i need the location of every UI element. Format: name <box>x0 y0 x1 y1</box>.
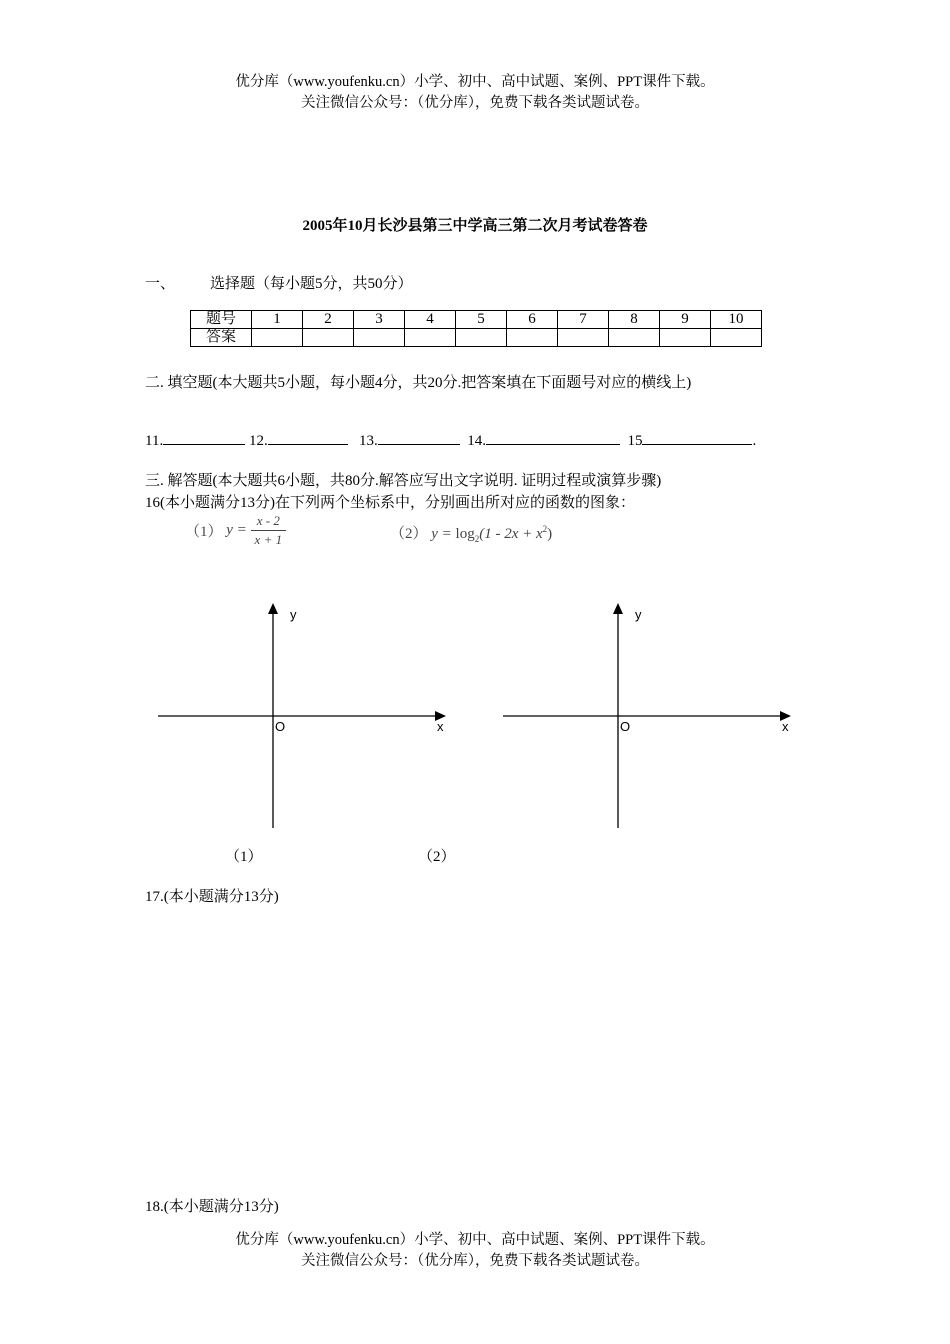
table-cell: 9 <box>660 311 711 329</box>
y-label-2: y <box>635 607 642 622</box>
formula-1-denominator: x + 1 <box>254 532 283 547</box>
formula-2-log: log <box>455 526 475 542</box>
table-row-numbers <box>191 311 762 329</box>
blank-label-11: 11. <box>145 433 164 449</box>
origin-label-2: O <box>620 719 631 734</box>
section3-heading: 三. 解答题(本大题共6小题，共80分.解答应写出文字说明. 证明过程或演算步骤) <box>145 473 662 489</box>
formula-1-label: （1） <box>185 524 223 540</box>
blank-11[interactable] <box>163 430 245 445</box>
formula-1-numerator: x - 2 <box>251 512 287 531</box>
table-cell-label: 题号 <box>191 311 252 329</box>
header-line-2: 关注微信公众号：（优分库），免费下载各类试题试卷。 <box>301 95 649 111</box>
table-cell: 1 <box>252 311 303 329</box>
graph-caption-2: （2） <box>418 849 456 865</box>
blank-12[interactable] <box>268 430 348 445</box>
formula-1-lhs: y = <box>226 522 247 538</box>
formula-2-close: ) <box>547 526 553 542</box>
table-cell: 6 <box>507 311 558 329</box>
footer-line-2: 关注微信公众号：（优分库），免费下载各类试题试卷。 <box>301 1253 649 1269</box>
blank-13[interactable] <box>378 430 460 445</box>
y-label-1: y <box>290 607 297 622</box>
answer-cell-2[interactable] <box>303 329 354 347</box>
table-cell: 4 <box>405 311 456 329</box>
blank-label-13: 13. <box>358 433 378 449</box>
answer-cell-4[interactable] <box>405 329 456 347</box>
formula-2-lhs: y = <box>431 526 452 542</box>
formula-2-label: （2） <box>390 526 428 542</box>
answer-cell-10[interactable] <box>711 329 762 347</box>
section2-heading: 二. 填空题(本大题共5小题，每小题4分，共20分.把答案填在下面题号对应的横线上) <box>145 375 692 391</box>
table-row-answers <box>191 329 762 347</box>
answer-cell-8[interactable] <box>609 329 660 347</box>
answer-cell-5[interactable] <box>456 329 507 347</box>
table-cell: 3 <box>354 311 405 329</box>
coordinate-system-1 <box>150 600 450 840</box>
table-cell: 2 <box>303 311 354 329</box>
blank-label-14: 14. <box>467 433 486 449</box>
x-label-1: x <box>437 719 444 734</box>
blank-15[interactable] <box>642 430 752 445</box>
footer-line-1: 优分库（www.youfenku.cn）小学、初中、高中试题、案例、PPT课件下载。 <box>235 1232 715 1248</box>
blank-end: . <box>752 433 757 449</box>
answer-cell-7[interactable] <box>558 329 609 347</box>
answer-table <box>190 310 762 347</box>
formula-2-base: 2 <box>474 534 480 544</box>
x-label-2: x <box>782 719 789 734</box>
origin-label-1: O <box>275 719 286 734</box>
table-cell: 8 <box>609 311 660 329</box>
question-18: 18.(本小题满分13分) <box>145 1199 279 1215</box>
formula-1-fraction <box>251 512 287 549</box>
formula-2 <box>390 522 552 544</box>
page-title: 2005年10月长沙县第三中学高三第二次月考试卷答卷 <box>302 218 648 234</box>
formula-2-exp: 2 <box>542 524 548 534</box>
section1-number: 一、 <box>145 276 176 292</box>
blank-label-15: 15 <box>627 433 643 449</box>
question-17: 17.(本小题满分13分) <box>145 889 279 905</box>
answer-cell-3[interactable] <box>354 329 405 347</box>
section1-heading: 选择题（每小题5分，共50分） <box>210 276 413 292</box>
table-cell-label: 答案 <box>191 329 252 347</box>
blank-14[interactable] <box>486 430 620 445</box>
answer-cell-1[interactable] <box>252 329 303 347</box>
blank-label-12: 12. <box>248 433 268 449</box>
y-axis-arrow-2 <box>613 603 623 614</box>
answer-cell-6[interactable] <box>507 329 558 347</box>
table-cell: 10 <box>711 311 762 329</box>
answer-cell-9[interactable] <box>660 329 711 347</box>
graph-caption-1: （1） <box>225 849 263 865</box>
formula-1 <box>185 512 286 549</box>
table-cell: 5 <box>456 311 507 329</box>
header-line-1: 优分库（www.youfenku.cn）小学、初中、高中试题、案例、PPT课件下载。 <box>235 74 715 90</box>
coordinate-system-2 <box>495 600 795 840</box>
question-16: 16(本小题满分13分)在下列两个坐标系中，分别画出所对应的函数的图象： <box>145 495 635 511</box>
formula-2-arg: (1 - 2x + x <box>479 526 543 542</box>
y-axis-arrow-1 <box>268 603 278 614</box>
table-cell: 7 <box>558 311 609 329</box>
fill-blank-row <box>145 430 756 450</box>
